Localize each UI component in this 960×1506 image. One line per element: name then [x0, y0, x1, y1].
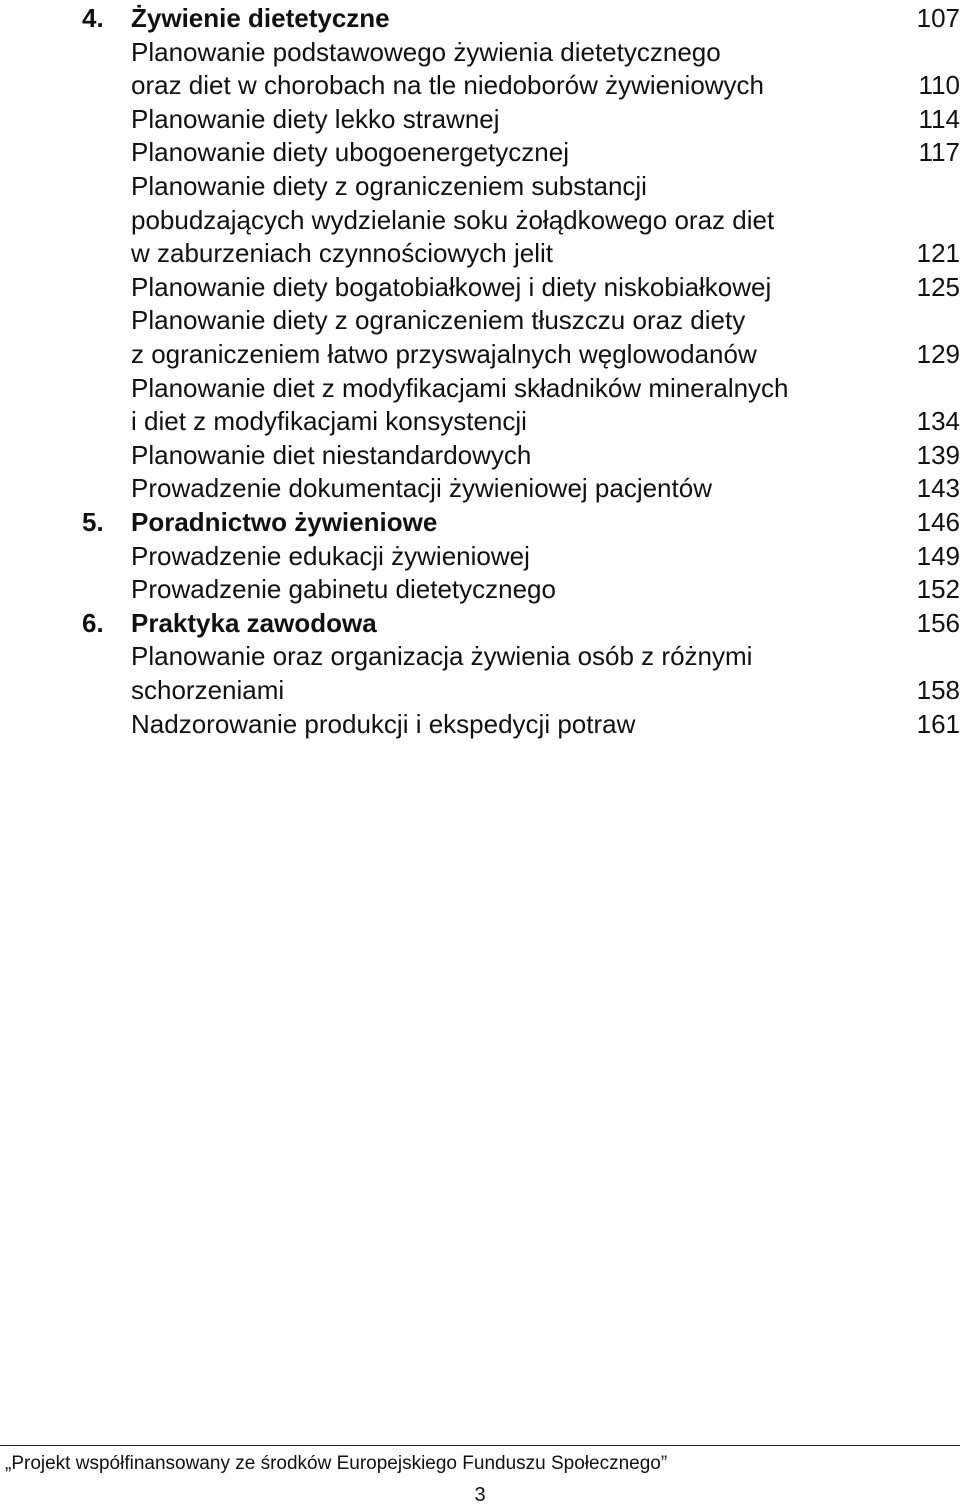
section-title: Planowanie oraz organizacja żywienia osób z różnymi: [131, 641, 753, 672]
section-title: Prowadzenie gabinetu dietetycznego: [131, 574, 556, 605]
section-title: Planowanie podstawowego żywienia dietetycznego: [131, 36, 721, 67]
section-title: Planowanie diety ubogoenergetycznej: [131, 137, 569, 168]
toc-line: [0, 607, 960, 641]
page-ref: 143: [916, 473, 960, 504]
page-ref: 129: [916, 339, 960, 369]
toc-line: [0, 472, 960, 506]
page-ref: 107: [916, 3, 960, 33]
chapter-title: Praktyka zawodowa: [131, 607, 377, 638]
toc-line: [0, 372, 960, 406]
toc-line: [0, 405, 960, 439]
toc-line: [0, 540, 960, 574]
section-title: Planowanie diety bogatobiałkowej i diety niskobiałkowej: [131, 271, 772, 302]
section-title: Planowanie diety z ograniczeniem tłuszczu oraz diety: [131, 305, 746, 336]
page-ref: 156: [916, 607, 960, 638]
toc-line: [0, 506, 960, 540]
toc-line: [0, 708, 960, 742]
section-title: Planowanie diety z ograniczeniem substancji: [131, 171, 647, 201]
section-title: w zaburzeniach czynnościowych jelit: [131, 238, 553, 269]
page-ref: 110: [918, 70, 960, 101]
toc-line: [0, 237, 960, 271]
chapter-number: 5.: [82, 507, 104, 537]
toc-line: [0, 204, 960, 238]
chapter-title: Żywienie dietetyczne: [131, 3, 390, 33]
page-ref: 152: [916, 574, 960, 605]
toc-line: [0, 2, 960, 36]
section-title: i diet z modyfikacjami konsystencji: [131, 406, 527, 437]
toc-line: [0, 136, 960, 170]
toc-line: [0, 170, 960, 204]
page-ref: 134: [916, 406, 960, 437]
page-ref: 146: [916, 507, 960, 537]
toc-line: [0, 304, 960, 338]
toc-line: [0, 338, 960, 372]
section-title: Planowanie diet niestandardowych: [131, 439, 532, 470]
toc-line: [0, 69, 960, 103]
footer-divider: [0, 1445, 960, 1446]
chapter-number: 6.: [82, 607, 104, 638]
toc-line: [0, 271, 960, 305]
page-ref: 125: [916, 271, 960, 302]
page-number: 3: [474, 1484, 486, 1506]
page-ref: 121: [916, 238, 960, 269]
section-title: pobudzających wydzielanie soku żołądkowego oraz diet: [131, 204, 775, 235]
toc-line: [0, 573, 960, 607]
section-title: Prowadzenie edukacji żywieniowej: [131, 540, 530, 571]
section-title: Planowanie diety lekko strawnej: [131, 103, 500, 134]
section-title: Nadzorowanie produkcji i ekspedycji potraw: [131, 708, 636, 739]
toc-line: [0, 439, 960, 473]
page-ref: 158: [916, 675, 960, 705]
page-ref: 139: [916, 439, 960, 470]
page-ref: 117: [918, 137, 960, 168]
chapter-title: Poradnictwo żywieniowe: [131, 507, 438, 537]
toc-line: [0, 674, 960, 708]
toc-line: [0, 36, 960, 70]
footer-note: „Projekt współfinansowany ze środków Europejskiego Funduszu Społecznego”: [5, 1453, 668, 1474]
page-ref: 161: [916, 708, 960, 739]
section-title: oraz diet w chorobach na tle niedoborów żywieniowych: [131, 70, 765, 101]
section-title: Planowanie diet z modyfikacjami składników mineralnych: [131, 372, 789, 403]
toc-line: [0, 103, 960, 137]
toc-line: [0, 640, 960, 674]
chapter-number: 4.: [82, 3, 104, 33]
section-title: schorzeniami: [131, 675, 285, 705]
section-title: z ograniczeniem łatwo przyswajalnych węglowodanów: [131, 339, 757, 369]
section-title: Prowadzenie dokumentacji żywieniowej pacjentów: [131, 473, 712, 504]
page-ref: 114: [918, 103, 960, 134]
page-ref: 149: [916, 540, 960, 571]
